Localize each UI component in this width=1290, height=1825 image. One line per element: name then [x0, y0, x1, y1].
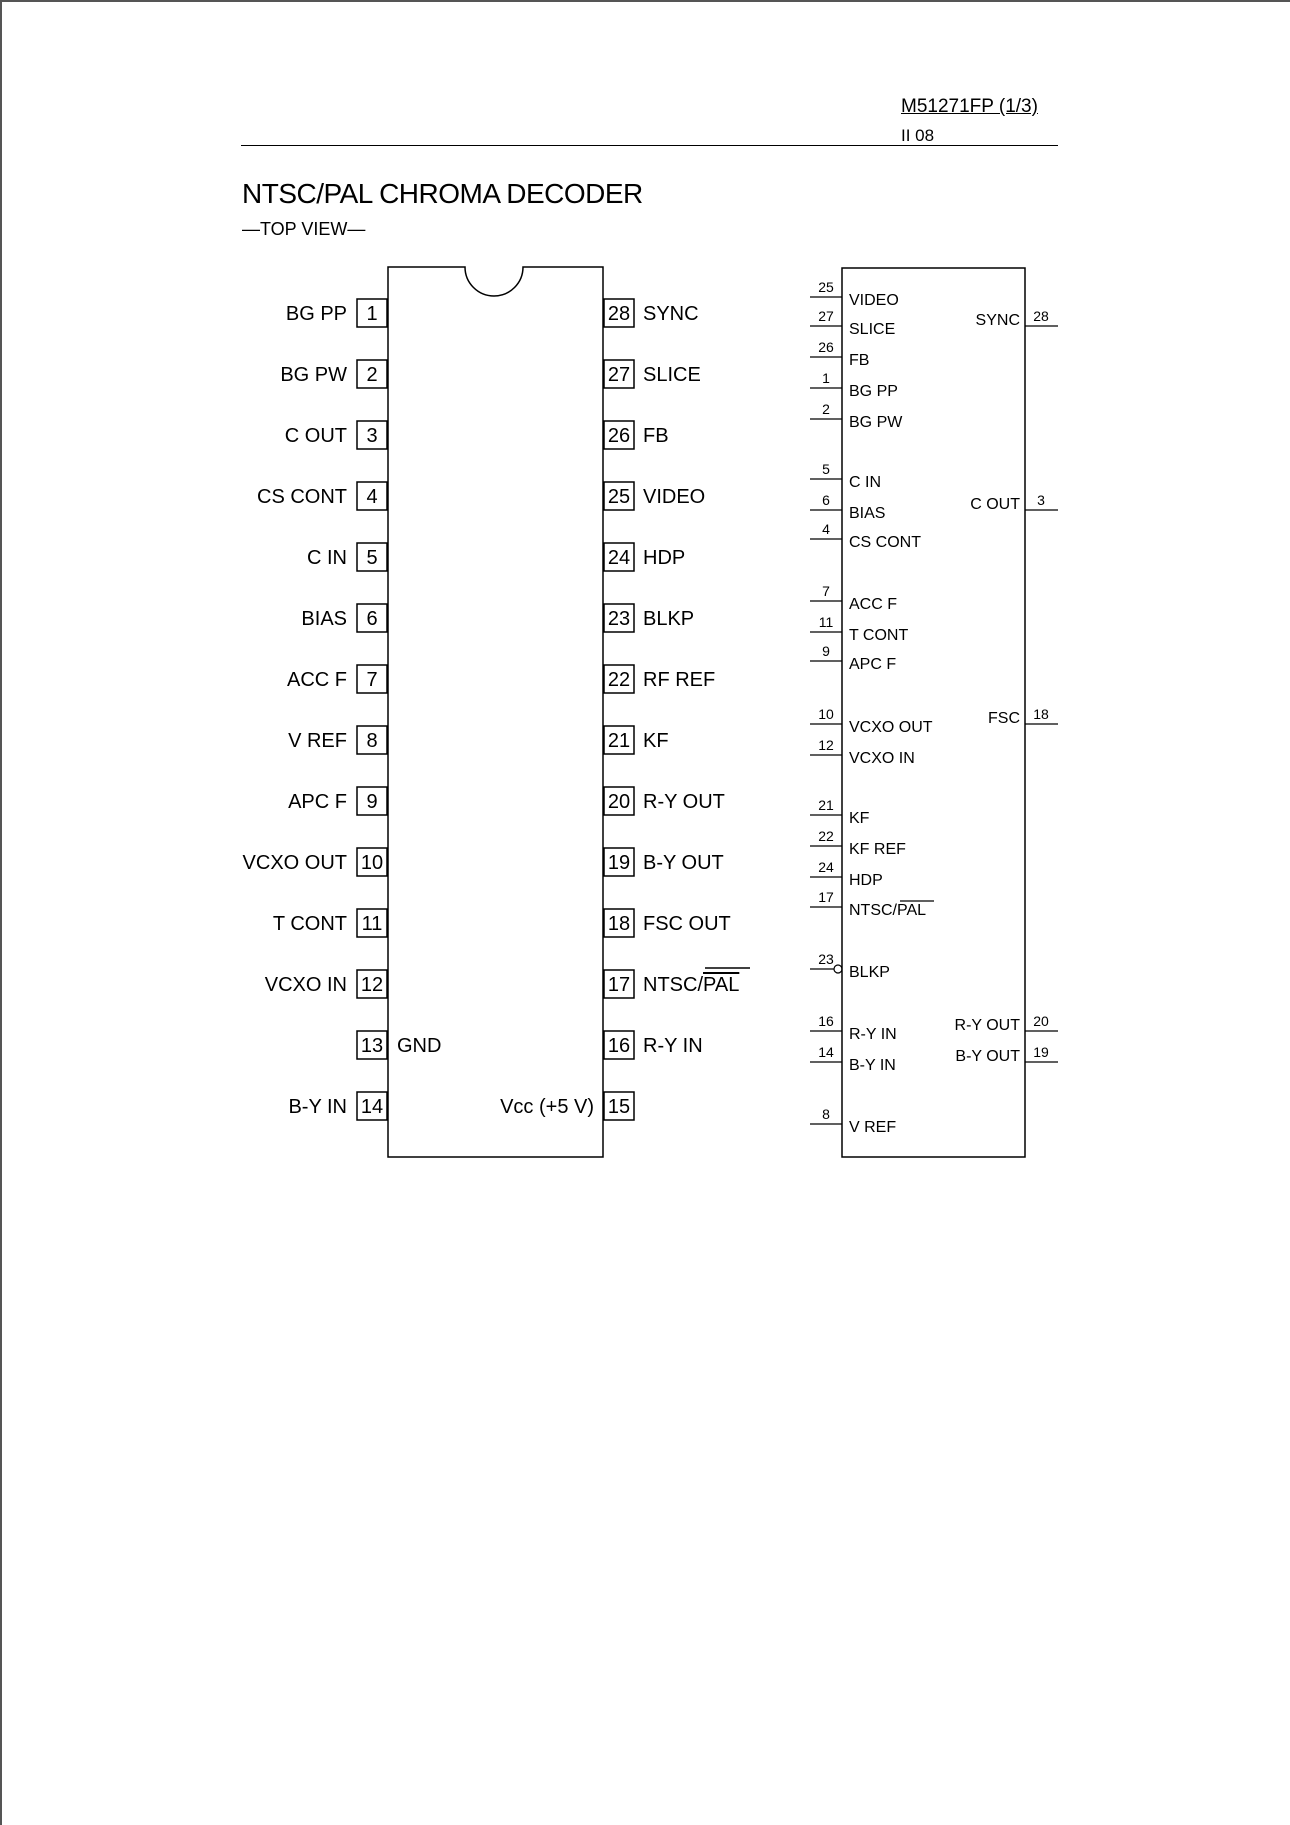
symbol-pin-number-20: 20 — [1033, 1013, 1049, 1029]
dip-pin-label-r-y-out: R-Y OUT — [643, 791, 725, 813]
symbol-pin-number-14: 14 — [818, 1044, 834, 1060]
dip-pin-label-kf: KF — [643, 730, 669, 752]
symbol-pin-number-21: 21 — [818, 797, 834, 813]
symbol-pin-label-kf: KF — [849, 810, 870, 827]
dip-pin-number-2: 2 — [366, 364, 378, 386]
dip-pin-number-16: 16 — [607, 1035, 631, 1057]
symbol-pin-label-acc-f: ACC F — [849, 596, 897, 613]
symbol-pin-number-9: 9 — [822, 643, 830, 659]
dip-pin-number-6: 6 — [366, 608, 378, 630]
symbol-pin-number-10: 10 — [818, 706, 834, 722]
dip-pin-number-11: 11 — [361, 913, 383, 935]
dip-pin-label-c-out: C OUT — [284, 425, 347, 447]
symbol-pin-label-fsc: FSC — [988, 710, 1020, 727]
dip-pin-label-vcc-5-v: Vcc (+5 V) — [500, 1096, 594, 1118]
symbol-pin-label-vcxo-out: VCXO OUT — [849, 719, 933, 736]
dip-pin-label-slice: SLICE — [643, 364, 701, 386]
dip-pin-label-hdp: HDP — [643, 547, 686, 569]
dip-pin-number-14: 14 — [360, 1096, 384, 1118]
dip-pin-label-vcxo-out: VCXO OUT — [242, 852, 347, 874]
symbol-pin-label-blkp: BLKP — [849, 964, 890, 981]
dip-pin-label-rf-ref: RF REF — [643, 669, 716, 691]
symbol-pin-label-sync: SYNC — [975, 312, 1020, 329]
symbol-pin-number-24: 24 — [818, 859, 834, 875]
symbol-pin-number-6: 6 — [822, 492, 830, 508]
dip-pin-number-15: 15 — [607, 1096, 631, 1118]
dip-pin-label-bg-pp: BG PP — [285, 303, 347, 325]
dip-pin-number-1: 1 — [366, 303, 378, 325]
symbol-pin-number-25: 25 — [818, 279, 834, 295]
symbol-pin-label-hdp: HDP — [849, 872, 883, 889]
symbol-pin-label-apc-f: APC F — [849, 656, 897, 673]
page-title: NTSC/PAL CHROMA DECODER — [242, 178, 643, 209]
dip-pin-label-b-y-in: B-Y IN — [288, 1096, 347, 1118]
symbol-pin-number-2: 2 — [822, 401, 830, 417]
symbol-pin-label-fb: FB — [849, 352, 870, 369]
symbol-pin-number-17: 17 — [818, 889, 834, 905]
dip-pin-number-9: 9 — [366, 791, 378, 813]
symbol-pin-number-18: 18 — [1033, 706, 1049, 722]
symbol-pin-number-28: 28 — [1033, 308, 1049, 324]
symbol-pin-number-7: 7 — [822, 583, 830, 599]
symbol-pin-number-12: 12 — [818, 737, 834, 753]
symbol-pin-label-kf-ref: KF REF — [849, 841, 906, 858]
symbol-pin-number-26: 26 — [818, 339, 834, 355]
dip-pin-number-22: 22 — [607, 669, 631, 691]
symbol-pin-label-r-y-out: R-Y OUT — [954, 1017, 1020, 1034]
dip-pin-number-5: 5 — [366, 547, 378, 569]
symbol-pin-label-v-ref: V REF — [849, 1119, 897, 1136]
symbol-pin-label-ntsc-pal: NTSC/PAL — [849, 902, 927, 919]
symbol-pin-label-c-in: C IN — [849, 474, 881, 491]
dip-pin-label-r-y-in: R-Y IN — [643, 1035, 703, 1057]
dip-pin-label-gnd: GND — [397, 1035, 442, 1057]
dip-pin-number-18: 18 — [607, 913, 631, 935]
dip-pin-number-8: 8 — [366, 730, 378, 752]
dip-pin-number-12: 12 — [360, 974, 384, 996]
dip-right-pins — [500, 299, 750, 1120]
symbol-pin-number-27: 27 — [818, 308, 834, 324]
dip-pin-label-v-ref: V REF — [288, 730, 347, 752]
dip-pin-label-fsc-out: FSC OUT — [643, 913, 731, 935]
symbol-pin-label-cs-cont: CS CONT — [849, 534, 921, 551]
dip-pin-label-bias: BIAS — [301, 608, 347, 630]
dip-pin-number-20: 20 — [607, 791, 631, 813]
dip-pin-label-ntsc-pal: NTSC/PAL — [643, 974, 740, 996]
revision-date: II 08 — [901, 126, 935, 145]
dip-pin-number-26: 26 — [607, 425, 631, 447]
dip-pin-number-7: 7 — [366, 669, 378, 691]
dip-pin-label-apc-f: APC F — [288, 791, 347, 813]
symbol-pin-number-11: 11 — [818, 614, 834, 630]
dip-pin-number-3: 3 — [366, 425, 378, 447]
symbol-pin-number-5: 5 — [822, 461, 830, 477]
symbol-pin-number-22: 22 — [818, 828, 834, 844]
symbol-pin-label-slice: SLICE — [849, 321, 896, 338]
symbol-pin-label-bg-pp: BG PP — [849, 383, 898, 400]
symbol-pin-number-4: 4 — [822, 521, 830, 537]
dip-pin-label-acc-f: ACC F — [287, 669, 347, 691]
symbol-output-pins — [955, 308, 1058, 1065]
dip-package-body — [388, 267, 603, 1157]
dip-pin-label-fb: FB — [643, 425, 669, 447]
symbol-pin-number-16: 16 — [818, 1013, 834, 1029]
dip-pin-number-24: 24 — [607, 547, 631, 569]
symbol-pin-number-8: 8 — [822, 1106, 830, 1122]
dip-pin-number-25: 25 — [607, 486, 631, 508]
dip-pin-label-t-cont: T CONT — [272, 913, 347, 935]
dip-pin-number-10: 10 — [360, 852, 384, 874]
symbol-pin-label-r-y-in: R-Y IN — [849, 1026, 897, 1043]
dip-pin-number-23: 23 — [607, 608, 631, 630]
dip-pin-number-27: 27 — [607, 364, 631, 386]
dip-pin-number-13: 13 — [360, 1035, 384, 1057]
dip-pin-label-cs-cont: CS CONT — [257, 486, 347, 508]
dip-pin-label-vcxo-in: VCXO IN — [264, 974, 347, 996]
dip-pin-number-28: 28 — [607, 303, 631, 325]
symbol-pin-number-1: 1 — [822, 370, 830, 386]
dip-pin-label-blkp: BLKP — [643, 608, 695, 630]
symbol-pin-number-19: 19 — [1033, 1044, 1049, 1060]
symbol-pin-label-video: VIDEO — [849, 292, 899, 309]
symbol-pin-number-3: 3 — [1037, 492, 1045, 508]
symbol-pin-label-b-y-out: B-Y OUT — [955, 1048, 1020, 1065]
dip-pin-label-bg-pw: BG PW — [280, 364, 347, 386]
dip-pin-label-c-in: C IN — [307, 547, 347, 569]
dip-pin-number-21: 21 — [607, 730, 631, 752]
symbol-pin-label-bg-pw: BG PW — [849, 414, 903, 431]
symbol-pin-number-23: 23 — [818, 951, 834, 967]
dip-pin-number-17: 17 — [607, 974, 631, 996]
symbol-pin-label-b-y-in: B-Y IN — [849, 1057, 896, 1074]
symbol-pin-label-bias: BIAS — [849, 505, 886, 522]
dip-pin-label-sync: SYNC — [643, 303, 699, 325]
view-caption: —TOP VIEW— — [242, 219, 366, 239]
dip-pin-label-b-y-out: B-Y OUT — [643, 852, 724, 874]
symbol-pin-label-vcxo-in: VCXO IN — [849, 750, 915, 767]
inversion-bubble — [834, 965, 842, 973]
symbol-pin-label-c-out: C OUT — [970, 496, 1020, 513]
symbol-input-pins — [810, 279, 934, 1136]
dip-pin-label-video: VIDEO — [643, 486, 706, 508]
dip-left-pins — [243, 299, 442, 1120]
part-number: M51271FP (1/3) — [901, 96, 1038, 117]
dip-pin-number-4: 4 — [366, 486, 378, 508]
symbol-pin-label-t-cont: T CONT — [849, 627, 909, 644]
dip-pin-number-19: 19 — [607, 852, 631, 874]
